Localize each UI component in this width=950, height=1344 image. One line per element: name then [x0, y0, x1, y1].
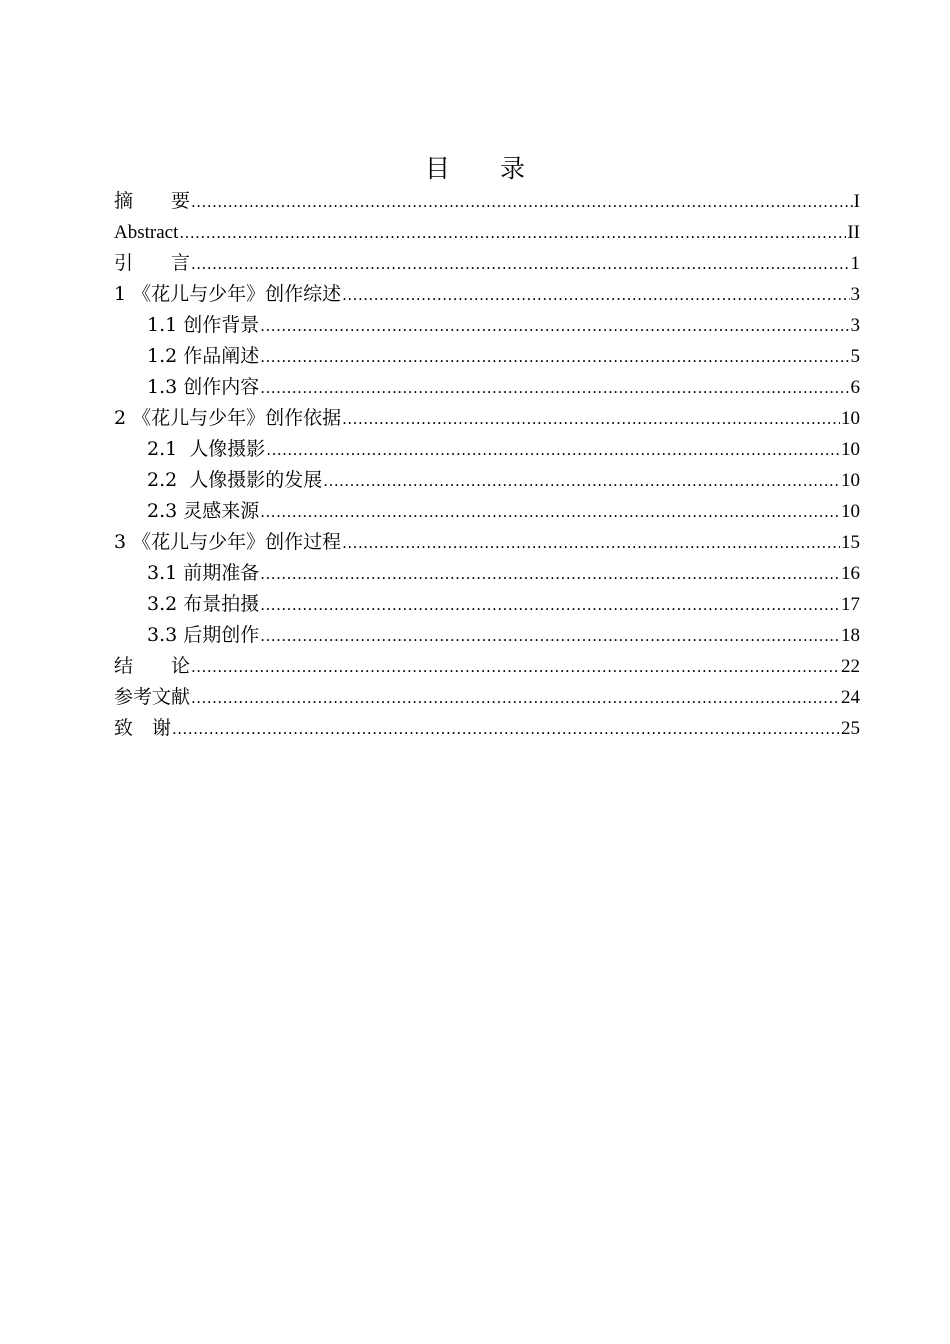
toc-leader-dots — [266, 435, 840, 465]
toc-entry-label: 1 《花儿与少年》创作综述 — [114, 283, 342, 305]
toc-entry-section-1-3[interactable] — [114, 372, 860, 403]
toc-leader-dots — [260, 373, 849, 403]
toc-entry-abstract-en[interactable] — [114, 217, 860, 248]
toc-entry-section-2-3[interactable] — [114, 496, 860, 527]
toc-entry-page: 3 — [850, 284, 860, 305]
toc-entry-label: 引 言 — [114, 252, 191, 274]
toc-entry-section-1-1[interactable] — [114, 310, 860, 341]
toc-entry-label: 2.1 人像摄影 — [147, 438, 266, 460]
toc-entry-section-3-2[interactable] — [114, 589, 860, 620]
toc-entry-page: II — [847, 222, 860, 243]
toc-leader-dots — [323, 466, 840, 496]
toc-entry-page: 15 — [841, 532, 860, 553]
toc-entry-references[interactable] — [114, 682, 860, 713]
toc-entry-introduction[interactable] — [114, 248, 860, 279]
toc-leader-dots — [191, 652, 840, 682]
toc-entry-page: 5 — [850, 346, 860, 367]
toc-entry-label: 1.1 创作背景 — [147, 314, 260, 336]
toc-leader-dots — [342, 404, 840, 434]
toc-list — [114, 186, 860, 744]
toc-entry-label: 参考文献 — [114, 686, 191, 708]
toc-entry-page: 6 — [850, 377, 860, 398]
toc-leader-dots — [260, 590, 840, 620]
toc-entry-label: 3 《花儿与少年》创作过程 — [114, 531, 342, 553]
toc-entry-page: I — [853, 191, 860, 212]
toc-entry-abstract-cn[interactable] — [114, 186, 860, 217]
toc-entry-label: 2.3 灵感来源 — [147, 500, 260, 522]
toc-entry-section-1-2[interactable] — [114, 341, 860, 372]
toc-entry-label: 1.3 创作内容 — [147, 376, 260, 398]
toc-entry-label: 1.2 作品阐述 — [147, 345, 260, 367]
toc-entry-page: 25 — [841, 718, 860, 739]
toc-leader-dots — [342, 280, 849, 310]
toc-entry-page: 24 — [841, 687, 860, 708]
toc-entry-section-3-1[interactable] — [114, 558, 860, 589]
toc-entry-chapter-3[interactable] — [114, 527, 860, 558]
toc-leader-dots — [172, 714, 840, 744]
toc-entry-section-2-2[interactable] — [114, 465, 860, 496]
toc-entry-page: 3 — [850, 315, 860, 336]
toc-entry-label: 3.2 布景拍摄 — [147, 593, 260, 615]
toc-entry-page: 10 — [841, 501, 860, 522]
toc-entry-page: 1 — [850, 253, 860, 274]
toc-leader-dots — [260, 342, 849, 372]
toc-entry-chapter-1[interactable] — [114, 279, 860, 310]
toc-entry-label: 2 《花儿与少年》创作依据 — [114, 407, 342, 429]
toc-entry-chapter-2[interactable] — [114, 403, 860, 434]
toc-entry-label: 3.3 后期创作 — [147, 624, 260, 646]
toc-entry-page: 16 — [841, 563, 860, 584]
toc-leader-dots — [260, 621, 840, 651]
toc-entry-label: 摘 要 — [114, 190, 191, 212]
toc-entry-page: 22 — [841, 656, 860, 677]
toc-leader-dots — [260, 559, 840, 589]
toc-entry-label: 3.1 前期准备 — [147, 562, 260, 584]
toc-entry-section-2-1[interactable] — [114, 434, 860, 465]
toc-entry-label: 致 谢 — [114, 717, 172, 739]
toc-entry-page: 10 — [841, 408, 860, 429]
toc-leader-dots — [260, 311, 849, 341]
toc-entry-page: 17 — [841, 594, 860, 615]
toc-entry-section-3-3[interactable] — [114, 620, 860, 651]
toc-leader-dots — [342, 528, 840, 558]
toc-entry-label: 结 论 — [114, 655, 191, 677]
toc-leader-dots — [260, 497, 840, 527]
toc-leader-dots — [191, 683, 840, 713]
toc-entry-label: 2.2 人像摄影的发展 — [147, 469, 323, 491]
toc-title: 目 录 — [424, 154, 525, 183]
toc-entry-page: 18 — [841, 625, 860, 646]
toc-entry-acknowledgements[interactable] — [114, 713, 860, 744]
toc-entry-page: 10 — [841, 439, 860, 460]
toc-entry-page: 10 — [841, 470, 860, 491]
toc-leader-dots — [191, 187, 853, 217]
toc-leader-dots — [191, 249, 849, 279]
toc-leader-dots — [179, 218, 846, 248]
toc-entry-conclusion[interactable] — [114, 651, 860, 682]
toc-entry-label: Abstract — [114, 222, 179, 243]
